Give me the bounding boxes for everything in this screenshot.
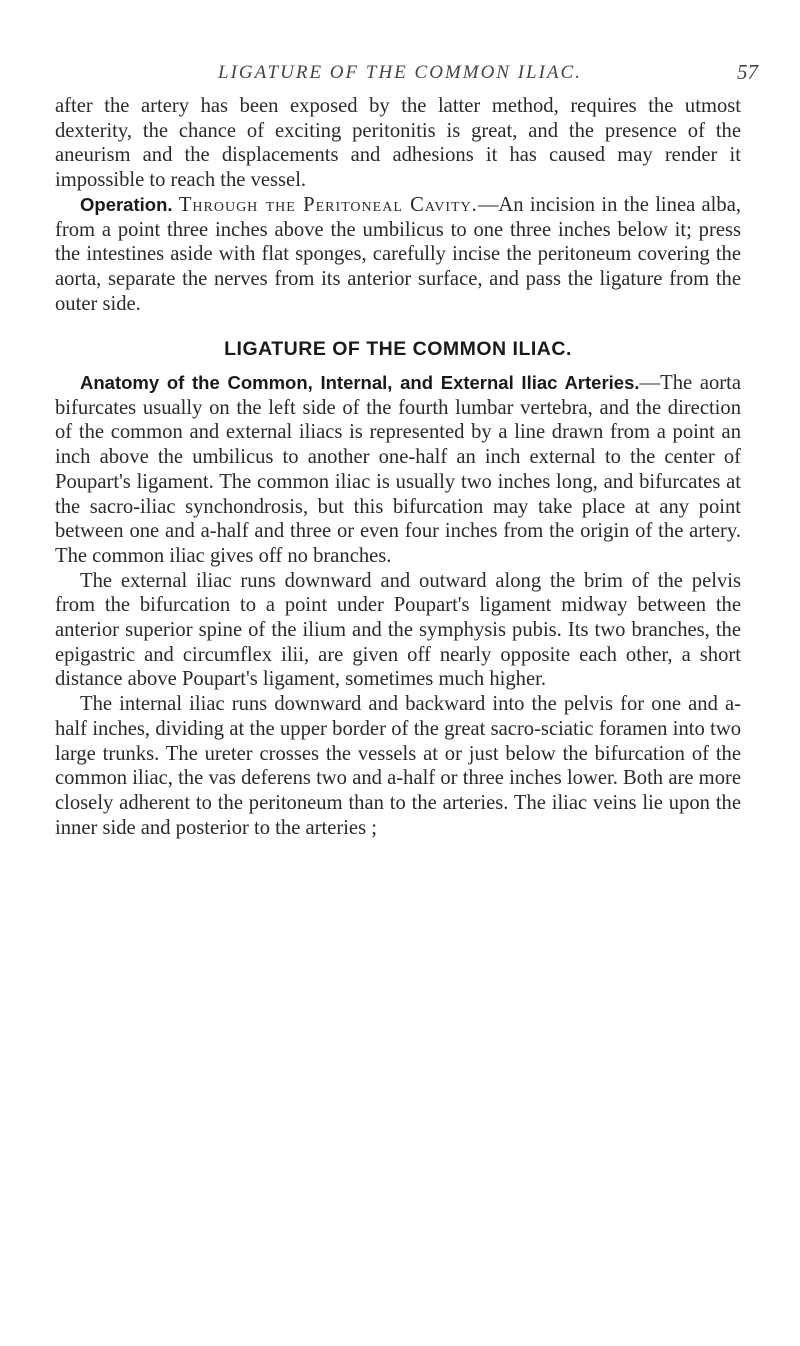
section-title: LIGATURE OF THE COMMON ILIAC. (224, 338, 572, 361)
operation-heading: Operation. (80, 193, 173, 215)
paragraph-text: The external iliac runs downward and outward along the brim of the pelvis from the bifurcation to a point under Poupart's ligament midway between the anterior superior spine of the ilium and the symphysis pubis. Its two branches, the epigastric and circumflex ilii, are given off nearly opposite each other, a short distance above Poupart's ligament, sometimes much higher. (55, 569, 741, 691)
page-number: 57 (737, 60, 758, 84)
anatomy-paragraph (55, 371, 741, 569)
paragraph-text: The internal iliac runs downward and backward into the pelvis for one and a-half inches, dividing at the upper border of the great sacro-sciatic foramen into two large trunks. The ureter crosses the vessels at or just below the bifurcation of the common iliac, the vas deferens two and a-half or three inches lower. Both are more closely adherent to the peritoneum than to the arteries. The iliac veins lie upon the inner side and posterior to the arteries ; (55, 693, 741, 839)
operation-paragraph (55, 193, 741, 317)
paragraph-text: —The aorta bifurcates usually on the left side of the fourth lumbar vertebra, and the direction of the common and external iliacs is represented by a line drawn from a point an inch above the umbilicus to another one-half an inch external to the center of Poupart's ligament. The common iliac is usually two inches long, and bifurcates at the sacro-iliac synchondrosis, but this bifurcation may take place at any point between one and a-half and three or even four inches from the origin of the artery. The common iliac gives off no branches. (55, 372, 741, 567)
paragraph-text: after the artery has been exposed by the latter method, requires the utmost dexterity, the chance of exciting peritonitis is great, and the presence of the aneurism and the displacements and adhesions it has caused may render it impossible to reach the vessel. (55, 95, 741, 192)
continued-paragraph (55, 94, 741, 193)
operation-subheading: Through the Peritoneal Cavity. (178, 193, 478, 216)
paragraph-text: —An incision in the linea alba, from a point three inches above the umbilicus to one three inches below it; press the intestines aside with flat sponges, carefully incise the peritoneum covering the aorta, separate the nerves from its anterior surface, and pass the ligature from the outer side. (55, 193, 741, 315)
internal-iliac-paragraph (55, 692, 741, 840)
anatomy-heading: Anatomy of the Common, Internal, and External Iliac Arteries. (80, 372, 640, 394)
running-head: LIGATURE OF THE COMMON ILIAC. (218, 62, 582, 83)
page-body (55, 94, 741, 840)
external-iliac-paragraph (55, 569, 741, 693)
